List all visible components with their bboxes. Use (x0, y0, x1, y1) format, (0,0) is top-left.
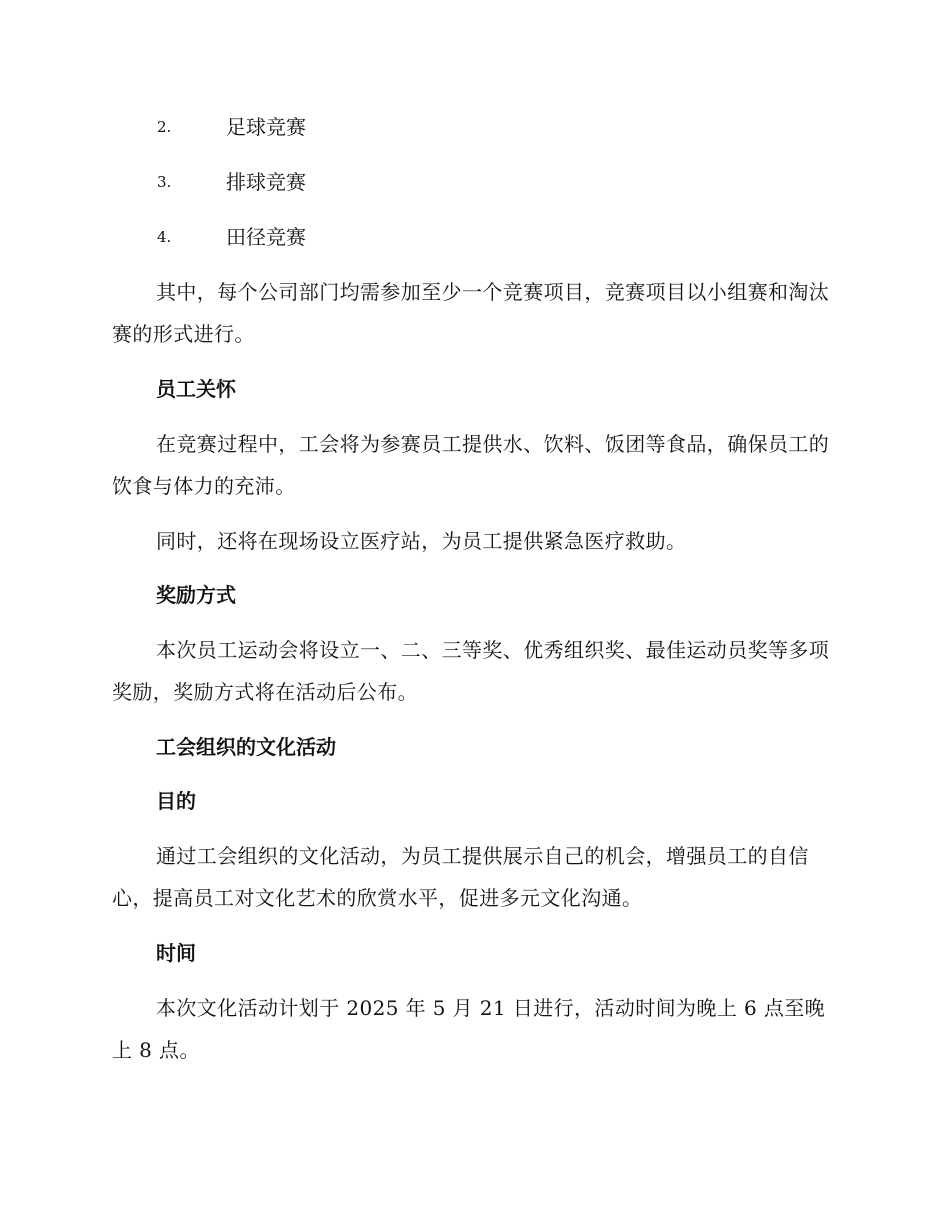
list-item (0, 222, 950, 252)
list-item-label: 田径竞赛 (226, 225, 306, 249)
purpose-paragraph: 通过工会组织的文化活动，为员工提供展示自己的机会，增强员工的自信心，提高员工对文化艺术的欣赏水平，促进多元文化沟通。 (112, 844, 809, 910)
list-item-number: 2. (157, 118, 172, 136)
list-item-label: 足球竞赛 (226, 115, 306, 139)
list-item (0, 167, 950, 197)
employee-care-heading: 员工关怀 (156, 377, 236, 401)
rewards-heading: 奖励方式 (156, 583, 236, 607)
purpose-heading: 目的 (156, 789, 196, 813)
employee-care-paragraph-2: 同时，还将在现场设立医疗站，为员工提供紧急医疗救助。 (156, 529, 687, 553)
list-item-label: 排球竞赛 (226, 170, 306, 194)
rewards-paragraph: 本次员工运动会将设立一、二、三等奖、优秀组织奖、最佳运动员奖等多项奖励，奖励方式将在活动后公布。 (112, 638, 830, 704)
time-heading: 时间 (156, 941, 196, 965)
employee-care-paragraph-1: 在竞赛过程中，工会将为参赛员工提供水、饮料、饭团等食品，确保员工的饮食与体力的充沛。 (112, 432, 830, 498)
competition-note-paragraph: 其中，每个公司部门均需参加至少一个竞赛项目，竞赛项目以小组赛和淘汰赛的形式进行。 (112, 280, 830, 346)
list-item (0, 112, 950, 142)
list-item-number: 4. (157, 228, 172, 246)
list-item-number: 3. (157, 173, 172, 191)
culture-activity-heading: 工会组织的文化活动 (156, 735, 336, 759)
time-paragraph: 本次文化活动计划于 2025 年 5 月 21 日进行，活动时间为晚上 6 点至晚上 8 点。 (112, 996, 826, 1062)
